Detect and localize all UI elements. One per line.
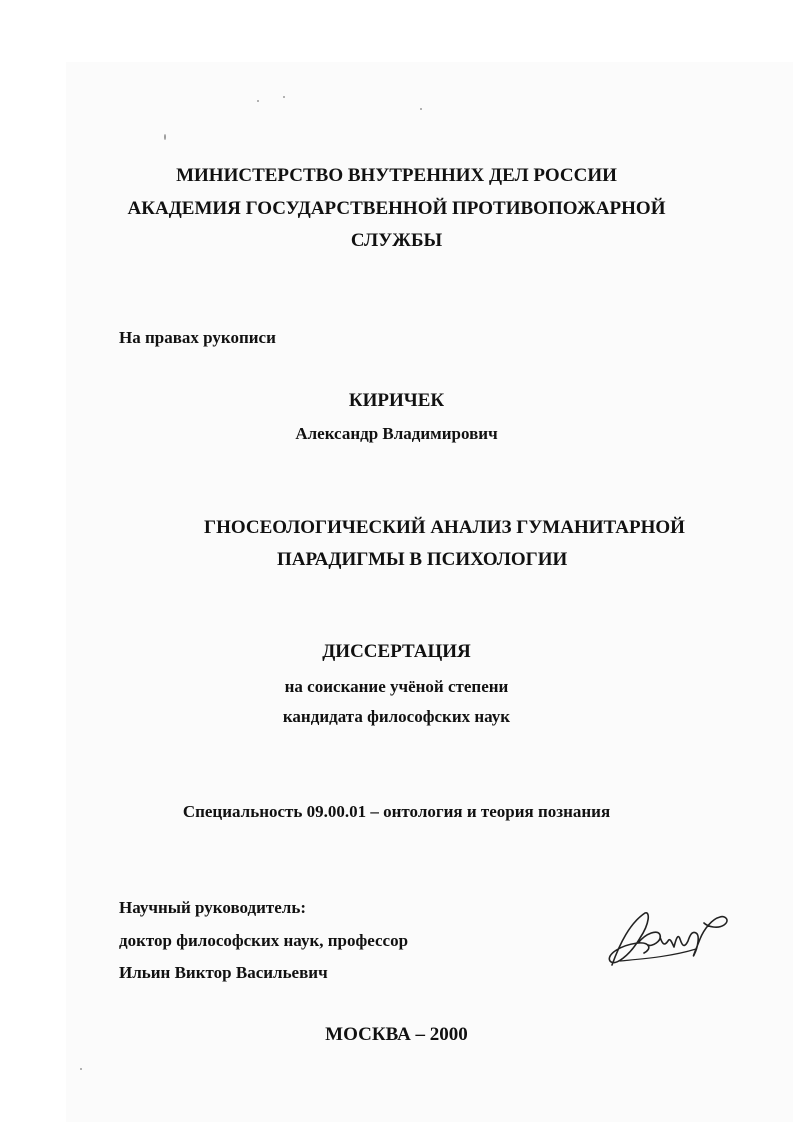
city-year: МОСКВА – 2000	[325, 1024, 468, 1045]
scan-speck	[80, 1068, 82, 1070]
thesis-title-line1: ГНОСЕОЛОГИЧЕСКИЙ АНАЛИЗ ГУМАНИТАРНОЙ	[204, 517, 685, 538]
author-surname: КИРИЧЕК	[348, 390, 445, 411]
dissertation-degree-line1: на соискание учёной степени	[284, 677, 509, 696]
dissertation-label: ДИССЕРТАЦИЯ	[322, 641, 471, 662]
handwritten-signature	[600, 903, 735, 978]
ministry-heading: МИНИСТЕРСТВО ВНУТРЕННИХ ДЕЛ РОССИИ	[176, 165, 617, 186]
academy-heading-line1: АКАДЕМИЯ ГОСУДАРСТВЕННОЙ ПРОТИВОПОЖАРНОЙ	[127, 198, 666, 219]
supervisor-degree: доктор философских наук, профессор	[119, 931, 409, 950]
scan-speck	[164, 134, 166, 140]
scan-speck	[257, 100, 259, 102]
academy-heading-line2: СЛУЖБЫ	[350, 230, 443, 251]
scan-speck	[283, 96, 285, 98]
thesis-title-line2: ПАРАДИГМЫ В ПСИХОЛОГИИ	[277, 549, 568, 570]
specialty-line: Специальность 09.00.01 – онтология и теория познания	[182, 802, 611, 821]
supervisor-name: Ильин Виктор Васильевич	[119, 963, 328, 982]
manuscript-note: На правах рукописи	[119, 328, 276, 347]
supervisor-heading: Научный руководитель:	[119, 898, 306, 917]
scan-speck	[420, 108, 422, 110]
author-given-names: Александр Владимирович	[295, 424, 498, 443]
dissertation-degree-line2: кандидата философских наук	[282, 707, 511, 726]
